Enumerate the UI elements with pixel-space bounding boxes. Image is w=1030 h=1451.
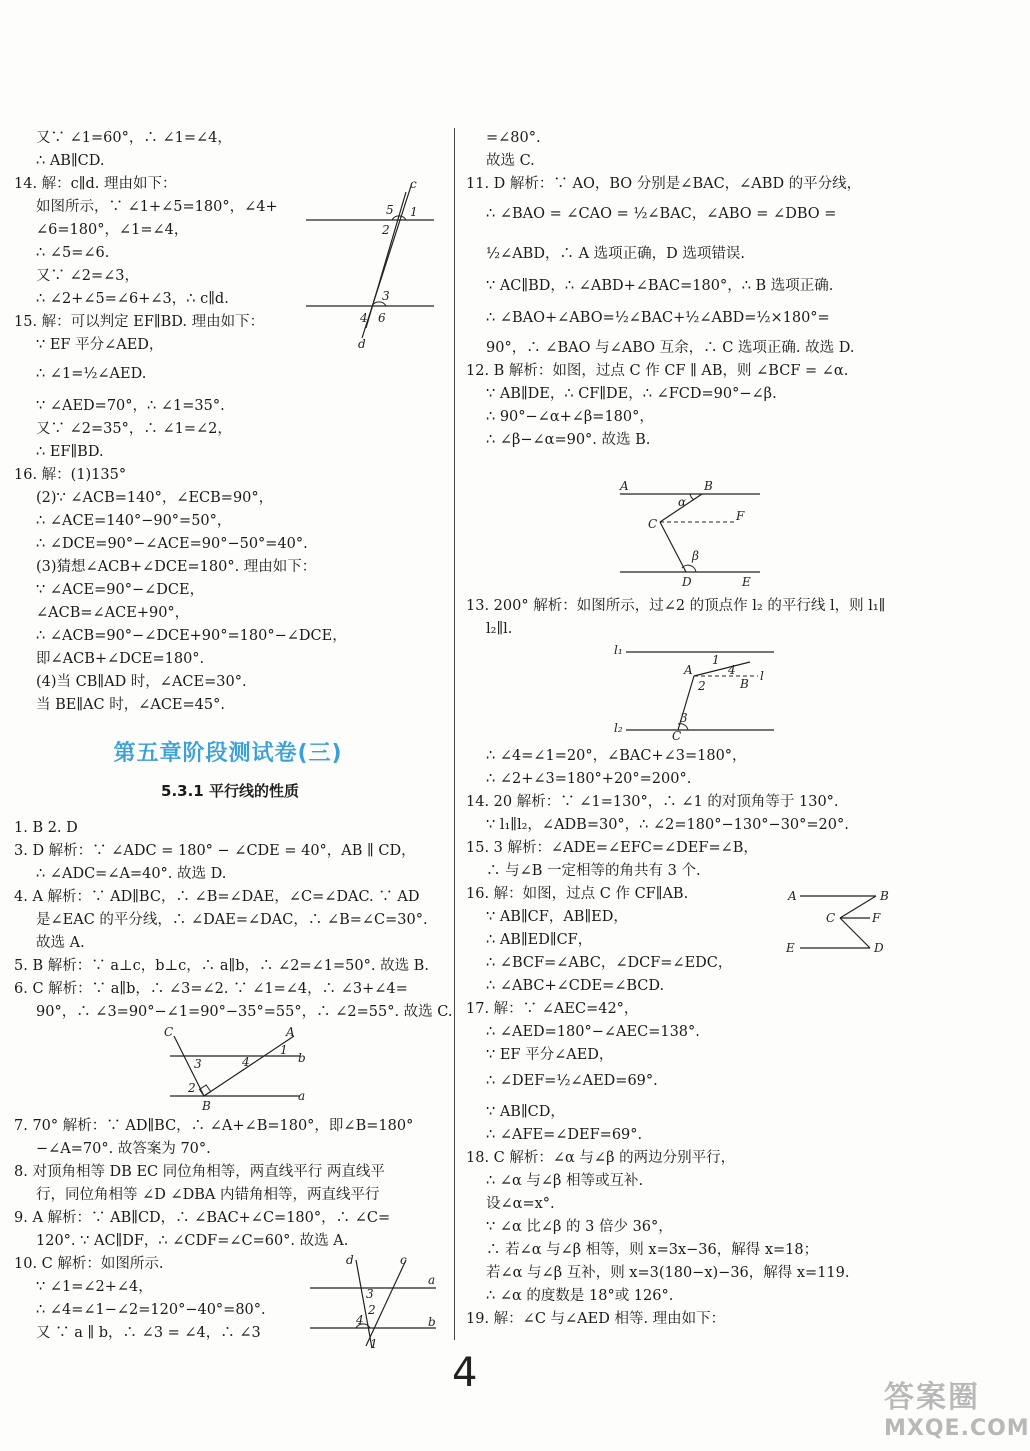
- figure-12-zigzag: [612, 474, 772, 588]
- text-line: ∴ ∠DCE=90°−∠ACE=90°−50°=40°.: [36, 536, 308, 552]
- fig-label: 4: [356, 1313, 364, 1327]
- watermark-logo: [884, 1372, 1030, 1446]
- text-line: 17. 解：∵ ∠AEC=42°，: [466, 1001, 639, 1017]
- fig-label: 2: [368, 1303, 376, 1317]
- fig-label: C: [164, 1025, 174, 1039]
- text-line: ∴ AB∥CD.: [36, 153, 105, 169]
- text-line: 当 BE∥AC 时，∠ACE=45°.: [36, 697, 225, 713]
- text-line: 1. B 2. D: [14, 820, 78, 836]
- fig-label: B: [740, 677, 749, 691]
- column-divider: [454, 128, 455, 1340]
- text-line: 即∠ACB+∠DCE=180°.: [36, 651, 205, 667]
- text-line: 如图所示，∵ ∠1+∠5=180°，∠4+: [36, 199, 278, 215]
- fig-label: 3: [382, 289, 390, 303]
- text-line: ∴ ∠BCF=∠ABC，∠DCF=∠EDC，: [486, 955, 733, 971]
- fig-label: 3: [366, 1287, 374, 1301]
- text-line: ∴ AB∥ED∥CF，: [486, 932, 593, 948]
- text-line: ∴ 若∠α 与∠β 相等，则 x=3x−36，解得 x=18；: [486, 1242, 819, 1258]
- fig-label: 3: [194, 1057, 202, 1071]
- fig-label: 1: [712, 653, 720, 667]
- fig-label: E: [742, 575, 751, 589]
- page-number: 4: [452, 1350, 478, 1396]
- text-line: 120°. ∵ AC∥DF，∴ ∠CDF=∠C=60°. 故选 A.: [36, 1233, 349, 1249]
- fig-label: 6: [378, 311, 386, 325]
- text-line: 又∵ ∠2=35°，∴ ∠1=∠2，: [36, 421, 232, 437]
- fig-label: c: [400, 1253, 407, 1267]
- text-line: 15. 3 解析：∠ADE=∠EFC=∠DEF=∠B，: [466, 840, 758, 856]
- fig-label: a: [428, 1273, 436, 1287]
- fig-label: l₂: [614, 721, 623, 735]
- text-line: ∵ EF 平分∠AED，: [486, 1047, 614, 1063]
- figure-6-triangle: [160, 1022, 310, 1112]
- text-line: ∴ ∠1=½∠AED.: [36, 366, 147, 382]
- text-line: ∴ ∠4=∠1=20°，∠BAC+∠3=180°，: [486, 748, 747, 764]
- text-line: ∴ ∠5=∠6.: [36, 245, 110, 261]
- text-line: ∴ ∠AED=180°−∠AEC=138°.: [486, 1024, 700, 1040]
- fig-label: d: [358, 337, 366, 351]
- fig-label: 4: [360, 311, 368, 325]
- fig-label: α: [678, 495, 687, 509]
- fig-label: 1: [410, 205, 418, 219]
- text-line: 设∠α=x°.: [486, 1196, 555, 1212]
- fig-label: F: [872, 911, 881, 925]
- watermark-url: MXQE.COM: [884, 1416, 1030, 1441]
- text-line: 19. 解：∠C 与∠AED 相等. 理由如下：: [466, 1311, 726, 1327]
- text-line: 16. 解：(1)135°: [14, 467, 127, 483]
- section-subtitle: 5.3.1 平行线的性质: [161, 782, 299, 800]
- text-line: 8. 对顶角相等 DB EC 同位角相等，两直线平行 两直线平: [14, 1164, 385, 1180]
- text-line: ∵ ∠ACE=90°−∠DCE，: [36, 582, 205, 598]
- text-line: 若∠α 与∠β 互补，则 x=3(180−x)−36，解得 x=119.: [486, 1265, 850, 1281]
- text-line: 14. 解：c∥d. 理由如下：: [14, 176, 177, 192]
- text-line: ∵ AB∥DE，∴ CF∥DE，∴ ∠FCD=90°−∠β.: [486, 386, 777, 402]
- fig-label: D: [874, 941, 884, 955]
- text-line: ∴ ∠α 与∠β 相等或互补.: [486, 1173, 644, 1189]
- text-line: ∴ ∠β−∠α=90°. 故选 B.: [486, 432, 651, 448]
- fig-label: 4: [242, 1055, 250, 1069]
- text-line: ∴ ∠α 的度数是 18°或 126°.: [486, 1288, 674, 1304]
- fig-label: b: [298, 1051, 306, 1065]
- text-line: (2)∵ ∠ACB=140°，∠ECB=90°，: [36, 490, 274, 506]
- text-line: 18. C 解析：∠α 与∠β 的两边分别平行，: [466, 1150, 736, 1166]
- fig-label: d: [346, 1253, 354, 1267]
- text-line: 90°，∴ ∠BAO 与∠ABO 互余，∴ C 选项正确. 故选 D.: [486, 340, 855, 356]
- text-line: ∴ ∠DEF=½∠AED=69°.: [486, 1073, 658, 1089]
- text-line: ∴ ∠2+∠3=180°+20°=200°.: [486, 771, 692, 787]
- figure-14-parallel-lines: [306, 178, 446, 350]
- text-line: ∴ ∠BAO+∠ABO=½∠BAC+½∠ABD=½×180°=: [486, 310, 830, 326]
- fig-label: c: [410, 177, 417, 191]
- watermark-text: 答案圈: [884, 1380, 980, 1415]
- text-line: 10. C 解析：如图所示.: [14, 1256, 164, 1272]
- section-title: 第五章阶段测试卷(三): [113, 741, 343, 766]
- fig-label: A: [684, 663, 693, 677]
- text-line: 90°，∴ ∠3=90°−∠1=90°−35°=55°，∴ ∠2=55°. 故选 C.: [36, 1004, 453, 1020]
- text-line: 行，同位角相等 ∠D ∠DBA 内错角相等，两直线平行: [36, 1187, 380, 1203]
- fig-label: 4: [728, 663, 736, 677]
- fig-label: C: [672, 729, 682, 743]
- fig-label: F: [736, 509, 745, 523]
- text-line: ∴ ∠AFE=∠DEF=69°.: [486, 1127, 643, 1143]
- text-line: 又∵ ∠2=∠3，: [36, 268, 140, 284]
- text-line: 16. 解：如图，过点 C 作 CF∥AB.: [466, 886, 689, 902]
- text-line: ∴ EF∥BD.: [36, 444, 104, 460]
- text-line: 13. 200° 解析：如图所示，过∠2 的顶点作 l₂ 的平行线 l，则 l₁∥: [466, 598, 886, 614]
- text-line: 15. 解：可以判定 EF∥BD. 理由如下：: [14, 314, 265, 330]
- text-line: (4)当 CB∥AD 时，∠ACE=30°.: [36, 674, 247, 690]
- fig-label: 5: [386, 203, 394, 217]
- text-line: 是∠EAC 的平分线，∴ ∠DAE=∠DAC，∴ ∠B=∠C=30°.: [36, 912, 428, 928]
- text-line: ½∠ABD，∴ A 选项正确，D 选项错误.: [486, 246, 745, 262]
- text-line: 故选 A.: [36, 935, 85, 951]
- text-line: ∵ AC∥BD，∴ ∠ABD+∠BAC=180°，∴ B 选项正确.: [486, 278, 834, 294]
- text-line: 5. B 解析：∵ a⊥c，b⊥c，∴ a∥b，∴ ∠2=∠1=50°. 故选 B.: [14, 958, 429, 974]
- text-line: ∵ AB∥CD，: [486, 1104, 565, 1120]
- fig-label: D: [682, 575, 692, 589]
- text-line: ∴ 与∠B 一定相等的角共有 3 个.: [486, 863, 701, 879]
- fig-label: 1: [370, 1337, 378, 1351]
- text-line: ∵ l₁∥l₂，∠ADB=30°，∴ ∠2=180°−130°−30°=20°.: [486, 817, 849, 833]
- fig-label: 2: [382, 223, 390, 237]
- figure-13-three-lines: [608, 640, 778, 742]
- text-line: ∵ ∠α 比∠β 的 3 倍少 36°，: [486, 1219, 673, 1235]
- fig-label: B: [202, 1099, 211, 1113]
- text-line: 9. A 解析：∵ AB∥CD，∴ ∠BAC+∠C=180°，∴ ∠C=: [14, 1210, 391, 1226]
- fig-label: 2: [698, 679, 706, 693]
- text-line: ∵ ∠1=∠2+∠4，: [36, 1279, 153, 1295]
- text-line: −∠A=70°. 故答案为 70°.: [36, 1141, 211, 1157]
- text-line: 3. D 解析：∵ ∠ADC = 180° − ∠CDE = 40°，AB ∥ CD，: [14, 843, 416, 859]
- fig-label: A: [788, 889, 797, 903]
- text-line: ∴ ∠2+∠5=∠6+∠3，∴ c∥d.: [36, 291, 229, 307]
- fig-label: C: [826, 911, 836, 925]
- figure-16-zigzag: [784, 882, 894, 958]
- text-line: ∵ ∠AED=70°，∴ ∠1=35°.: [36, 398, 225, 414]
- text-line: 14. 20 解析：∵ ∠1=130°，∴ ∠1 的对顶角等于 130°.: [466, 794, 839, 810]
- text-line: (3)猜想∠ACB+∠DCE=180°. 理由如下：: [36, 559, 317, 575]
- text-line: ∴ ∠ABC+∠CDE=∠BCD.: [486, 978, 665, 994]
- fig-label: A: [286, 1025, 295, 1039]
- text-line: 故选 C.: [486, 153, 535, 169]
- fig-label: C: [648, 517, 658, 531]
- text-line: ∴ ∠ADC=∠A=40°. 故选 D.: [36, 866, 227, 882]
- text-line: 7. 70° 解析：∵ AD∥BC，∴ ∠A+∠B=180°，即∠B=180°: [14, 1118, 414, 1134]
- fig-label: b: [428, 1315, 436, 1329]
- text-line: 6. C 解析：∵ a∥b，∴ ∠3=∠2. ∵ ∠1=∠4，∴ ∠3+∠4=: [14, 981, 408, 997]
- text-line: ∴ ∠ACE=140°−90°=50°，: [36, 513, 232, 529]
- text-line: ∴ 90°−∠α+∠β=180°，: [486, 409, 654, 425]
- text-line: 又 ∵ a ∥ b，∴ ∠3 = ∠4，∴ ∠3: [36, 1325, 261, 1341]
- text-line: ∵ EF 平分∠AED，: [36, 337, 164, 353]
- fig-label: 3: [680, 711, 688, 725]
- text-line: 4. A 解析：∵ AD∥BC，∴ ∠B=∠DAE，∠C=∠DAC. ∵ AD: [14, 889, 420, 905]
- fig-label: B: [704, 479, 713, 493]
- fig-label: 2: [188, 1081, 196, 1095]
- text-line: l₂∥l.: [486, 621, 513, 637]
- text-line: 12. B 解析：如图，过点 C 作 CF ∥ AB，则 ∠BCF = ∠α.: [466, 363, 849, 379]
- figure-10-transversals: [310, 1252, 450, 1352]
- text-line: ∠6=180°，∠1=∠4，: [36, 222, 189, 238]
- fig-label: A: [620, 479, 629, 493]
- fig-label: β: [692, 549, 699, 563]
- fig-label: E: [786, 941, 795, 955]
- text-line: ∴ ∠BAO = ∠CAO = ½∠BAC，∠ABO = ∠DBO =: [486, 206, 837, 222]
- text-line: 又∵ ∠1=60°，∴ ∠1=∠4，: [36, 130, 232, 146]
- fig-label: 1: [280, 1043, 288, 1057]
- text-line: =∠80°.: [486, 130, 541, 146]
- text-line: ∴ ∠ACB=90°−∠DCE+90°=180°−∠DCE，: [36, 628, 347, 644]
- fig-label: l: [760, 669, 764, 683]
- text-line: ∠ACB=∠ACE+90°，: [36, 605, 190, 621]
- fig-label: a: [298, 1089, 306, 1103]
- text-line: ∴ ∠4=∠1−∠2=120°−40°=80°.: [36, 1302, 266, 1318]
- text-line: 11. D 解析：∵ AO，BO 分别是∠BAC，∠ABD 的平分线，: [466, 176, 862, 192]
- fig-label: B: [880, 889, 889, 903]
- fig-label: l₁: [614, 643, 623, 657]
- text-line: ∵ AB∥CF，AB∥ED，: [486, 909, 628, 925]
